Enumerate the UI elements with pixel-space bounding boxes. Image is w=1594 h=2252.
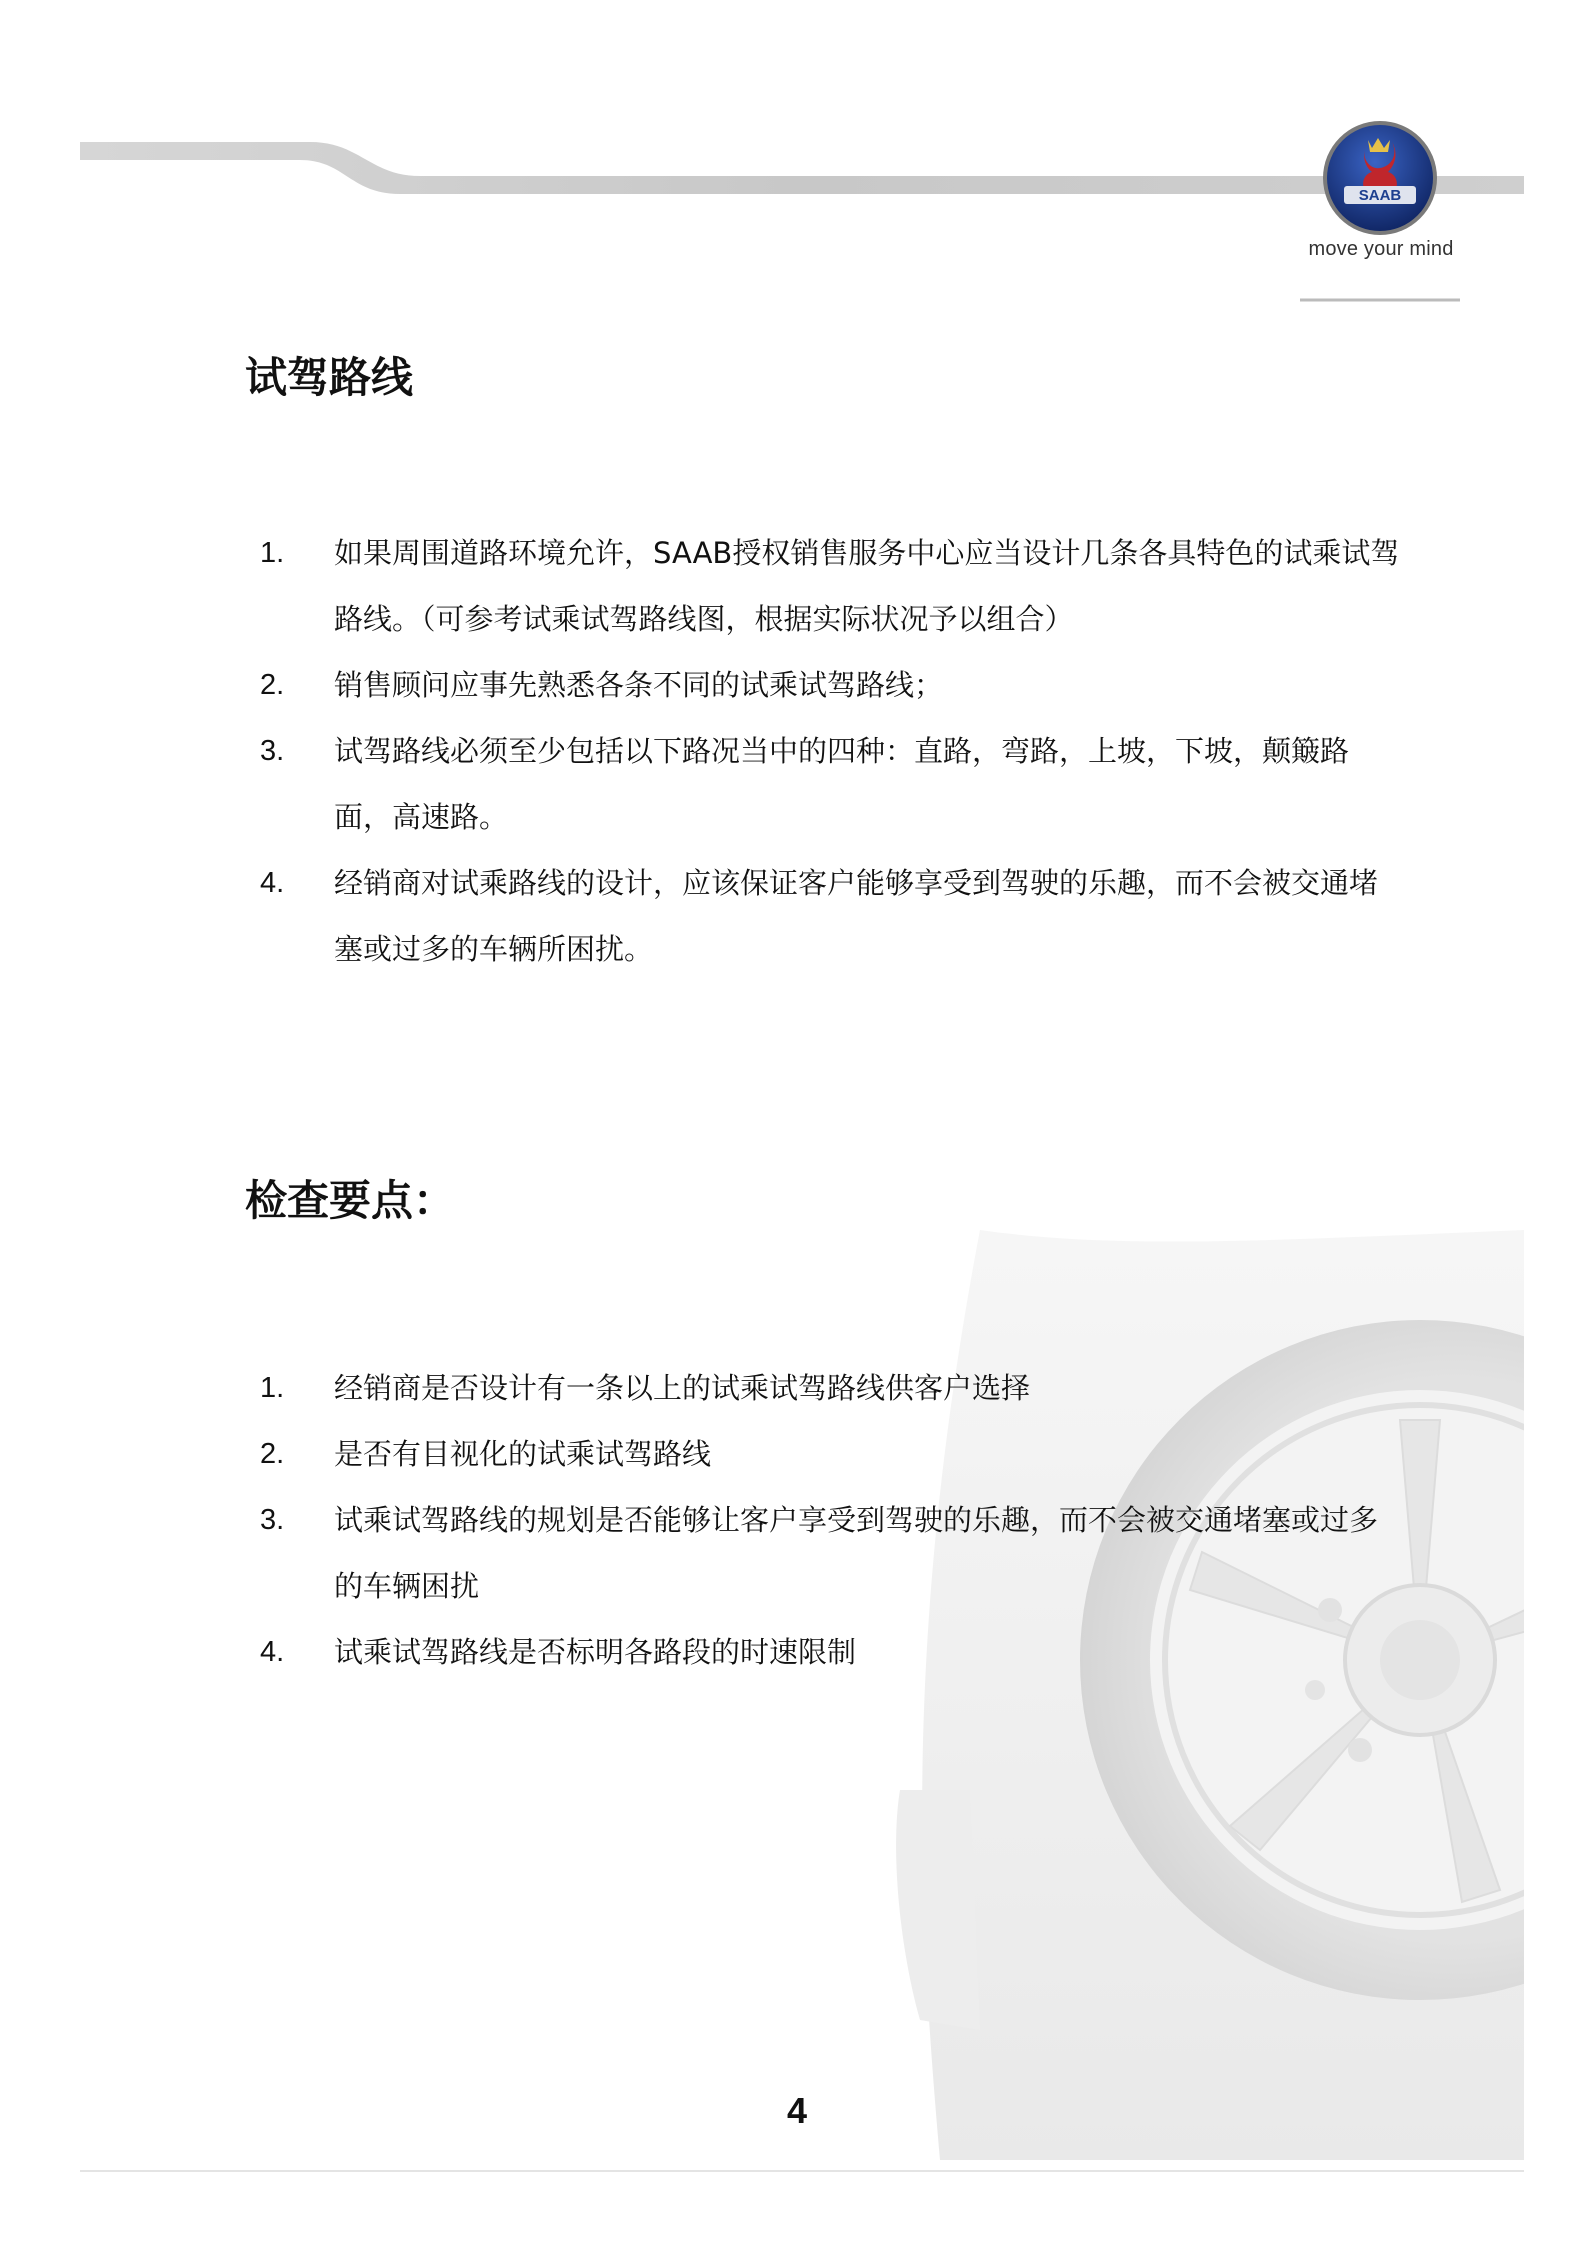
page-number: 4 — [786, 2090, 808, 2131]
footer-divider — [80, 2170, 1524, 2172]
list-item-text: 销售顾问应事先熟悉各条不同的试乘试驾路线； — [334, 668, 944, 702]
section-title-checkpoints: 检查要点： — [245, 1176, 456, 1225]
list-item — [260, 652, 1400, 718]
list-item — [260, 1487, 1400, 1619]
list-item-number: 4. — [260, 867, 285, 899]
list-item-text: 经销商是否设计有一条以上的试乘试驾路线供客户选择 — [334, 1371, 1031, 1405]
logo-wordmark: SAAB — [1358, 187, 1402, 204]
list-item-text: 如果周围道路环境允许，SAAB授权销售服务中心应当设计几条各具特色的试乘试驾路线。（可参考试乘试驾路线图，根据实际状况予以组合） — [334, 536, 1400, 636]
list-item-number: 2. — [260, 1438, 285, 1470]
list-item-number: 3. — [260, 735, 285, 767]
list-item — [260, 1619, 1400, 1685]
list-item-text: 试乘试驾路线是否标明各路段的时速限制 — [334, 1635, 857, 1669]
list-item-number: 4. — [260, 1636, 285, 1668]
test-drive-route-list — [260, 520, 1400, 982]
list-item-text: 试乘试驾路线的规划是否能够让客户享受到驾驶的乐趣，而不会被交通堵塞或过多的车辆困扰 — [334, 1503, 1379, 1603]
section-title-test-drive-route: 试驾路线 — [245, 353, 414, 402]
list-item — [260, 1421, 1400, 1487]
list-item — [260, 850, 1400, 982]
tagline: move your mind — [1308, 238, 1454, 260]
checkpoints-list — [260, 1355, 1400, 1685]
list-item — [260, 718, 1400, 850]
list-item-number: 1. — [260, 1372, 285, 1404]
list-item — [260, 1355, 1400, 1421]
list-item-text: 经销商对试乘路线的设计，应该保证客户能够享受到驾驶的乐趣，而不会被交通堵塞或过多的车辆所困扰。 — [334, 866, 1379, 966]
list-item — [260, 520, 1400, 652]
list-item-number: 3. — [260, 1504, 285, 1536]
list-item-number: 2. — [260, 669, 285, 701]
saab-logo — [1300, 118, 1460, 308]
list-item-text: 是否有目视化的试乘试驾路线 — [334, 1437, 712, 1471]
list-item-number: 1. — [260, 537, 285, 569]
list-item-text: 试驾路线必须至少包括以下路况当中的四种：直路，弯路，上坡，下坡，颠簸路面，高速路。 — [334, 734, 1350, 834]
